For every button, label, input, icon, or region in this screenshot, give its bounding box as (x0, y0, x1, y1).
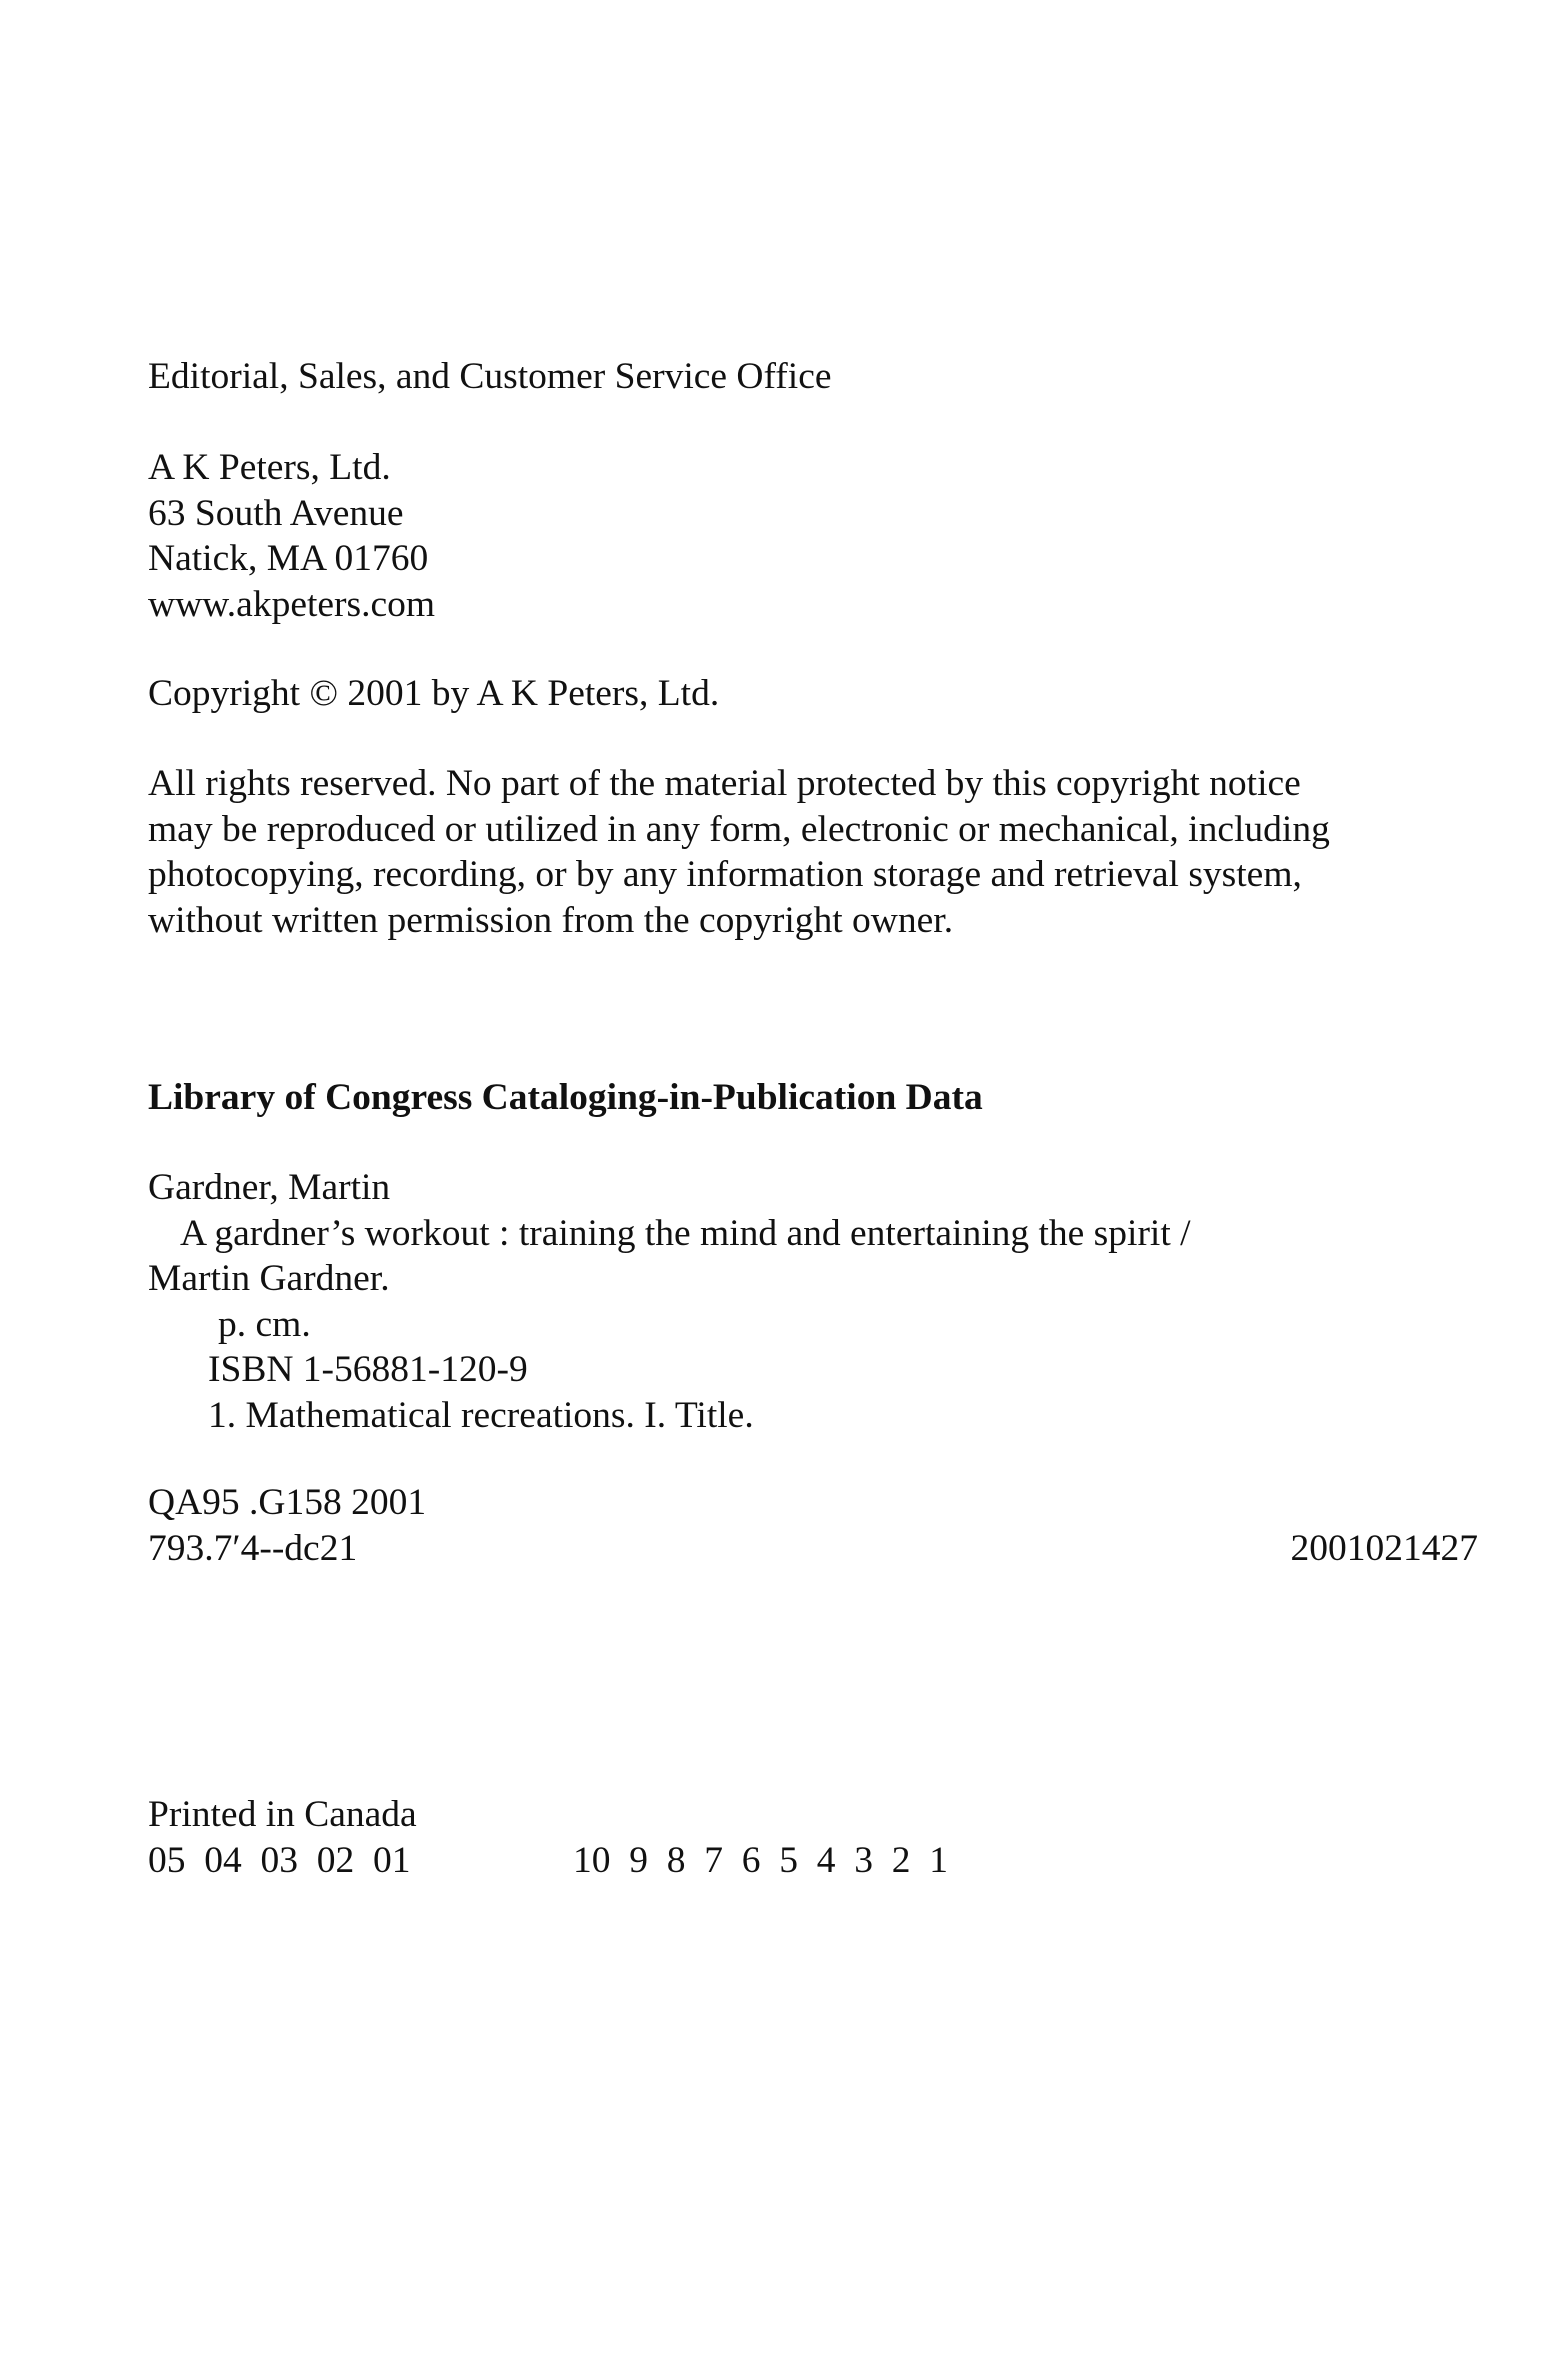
publisher-city: Natick, MA 01760 (148, 538, 429, 579)
publisher-address (148, 445, 1478, 627)
cip-isbn: ISBN 1-56881-120-9 (208, 1349, 528, 1390)
cip-subjects: 1. Mathematical recreations. I. Title. (208, 1394, 754, 1436)
cip-title-line2: Martin Gardner. (148, 1258, 390, 1299)
publisher-street: 63 South Avenue (148, 492, 404, 534)
rights-line: without written permission from the copyright owner. (148, 899, 954, 941)
cip-classification (148, 1480, 1478, 1571)
copyright-block (148, 671, 1478, 717)
publisher-name: A K Peters, Ltd. (148, 447, 391, 488)
cip-lc-class: QA95 .G158 2001 (148, 1482, 427, 1523)
cip-author: Gardner, Martin (148, 1167, 391, 1208)
office-block (148, 354, 1478, 400)
rights-notice (148, 761, 1478, 943)
printing-numbers: 10 9 8 7 6 5 4 3 2 1 (573, 1839, 948, 1881)
cip-dewey: 793.7′4--dc21 (148, 1527, 358, 1569)
cip-pages: p. cm. (218, 1303, 311, 1345)
printed-in: Printed in Canada (148, 1794, 417, 1835)
publisher-website: www.akpeters.com (148, 583, 436, 625)
cip-record (148, 1165, 1478, 1438)
office-heading: Editorial, Sales, and Customer Service Office (148, 356, 832, 397)
rights-line: photocopying, recording, or by any information storage and retrieval system, (148, 854, 1302, 895)
cip-heading: Library of Congress Cataloging-in-Publication Data (148, 1077, 983, 1118)
printing-block (148, 1792, 1478, 1883)
printing-line-row (148, 1838, 1478, 1884)
cip-lccn: 2001021427 (1290, 1527, 1478, 1569)
copyright-line: Copyright © 2001 by A K Peters, Ltd. (148, 673, 720, 714)
rights-line: may be reproduced or utilized in any form, electronic or mechanical, including (148, 808, 1330, 850)
cip-title-line1: A gardner’s workout : training the mind and entertaining the spirit / (180, 1212, 1191, 1254)
printing-years: 05 04 03 02 01 (148, 1839, 411, 1881)
rights-line: All rights reserved. No part of the material protected by this copyright notice (148, 763, 1301, 804)
cip-dewey-row (148, 1526, 1478, 1572)
cip-heading-block (148, 1075, 1478, 1121)
